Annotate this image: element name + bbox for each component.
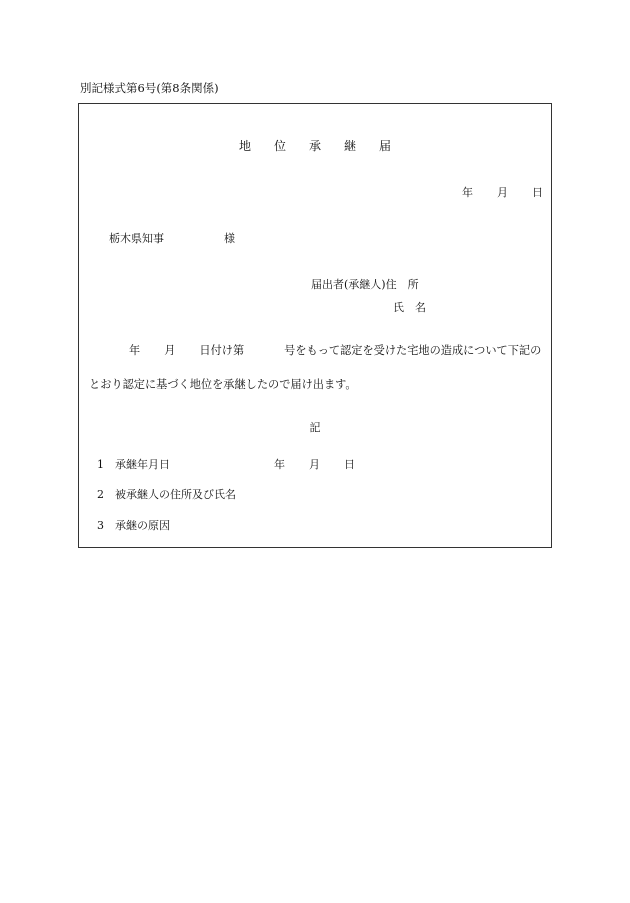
- notification-form: [78, 103, 552, 548]
- submission-date: [462, 184, 543, 200]
- date-day: 日: [532, 186, 543, 199]
- blank-month: 月: [164, 344, 176, 357]
- succession-date: [274, 456, 355, 472]
- declaration-text: [89, 334, 545, 402]
- addressee-honorific: 様: [224, 232, 235, 245]
- date-day: 日: [344, 458, 355, 471]
- blank-day-number: 日付け第: [199, 344, 245, 357]
- title-char: 届: [378, 139, 391, 153]
- title-char: 位: [273, 139, 286, 153]
- item-number: 3: [97, 519, 104, 532]
- date-month: 月: [309, 458, 320, 471]
- addressee-name: 栃木県知事: [109, 232, 164, 245]
- list-item: [97, 517, 170, 533]
- date-year: 年: [274, 458, 285, 471]
- item-label: 被承継人の住所及び氏名: [115, 488, 236, 501]
- date-year: 年: [462, 186, 473, 199]
- title-char: 承: [308, 139, 321, 153]
- list-item: [97, 486, 236, 502]
- date-month: 月: [497, 186, 508, 199]
- item-number: 1: [97, 458, 104, 471]
- title-char: 地: [238, 139, 251, 153]
- item-label: 承継年月日: [115, 458, 170, 471]
- list-item: [97, 456, 355, 472]
- blank-year: 年: [129, 344, 141, 357]
- applicant-address-label: 届出者(承継人)住 所: [311, 278, 419, 291]
- addressee: [109, 230, 235, 246]
- item-label: 承継の原因: [115, 519, 170, 532]
- declaration-rest: 号をもって認定を受けた宅地の造成について下記の: [284, 344, 542, 357]
- item-number: 2: [97, 488, 104, 501]
- declaration-line-2: とおり認定に基づく地位を承継したので届け出ます。: [89, 378, 357, 391]
- ki-heading: 記: [309, 421, 321, 434]
- form-number-label: 別記様式第6号(第8条関係): [80, 81, 219, 95]
- declaration-line-1: [89, 334, 545, 368]
- title-char: 継: [343, 139, 356, 153]
- form-title: [79, 137, 551, 154]
- applicant-name-label: 氏 名: [393, 301, 426, 314]
